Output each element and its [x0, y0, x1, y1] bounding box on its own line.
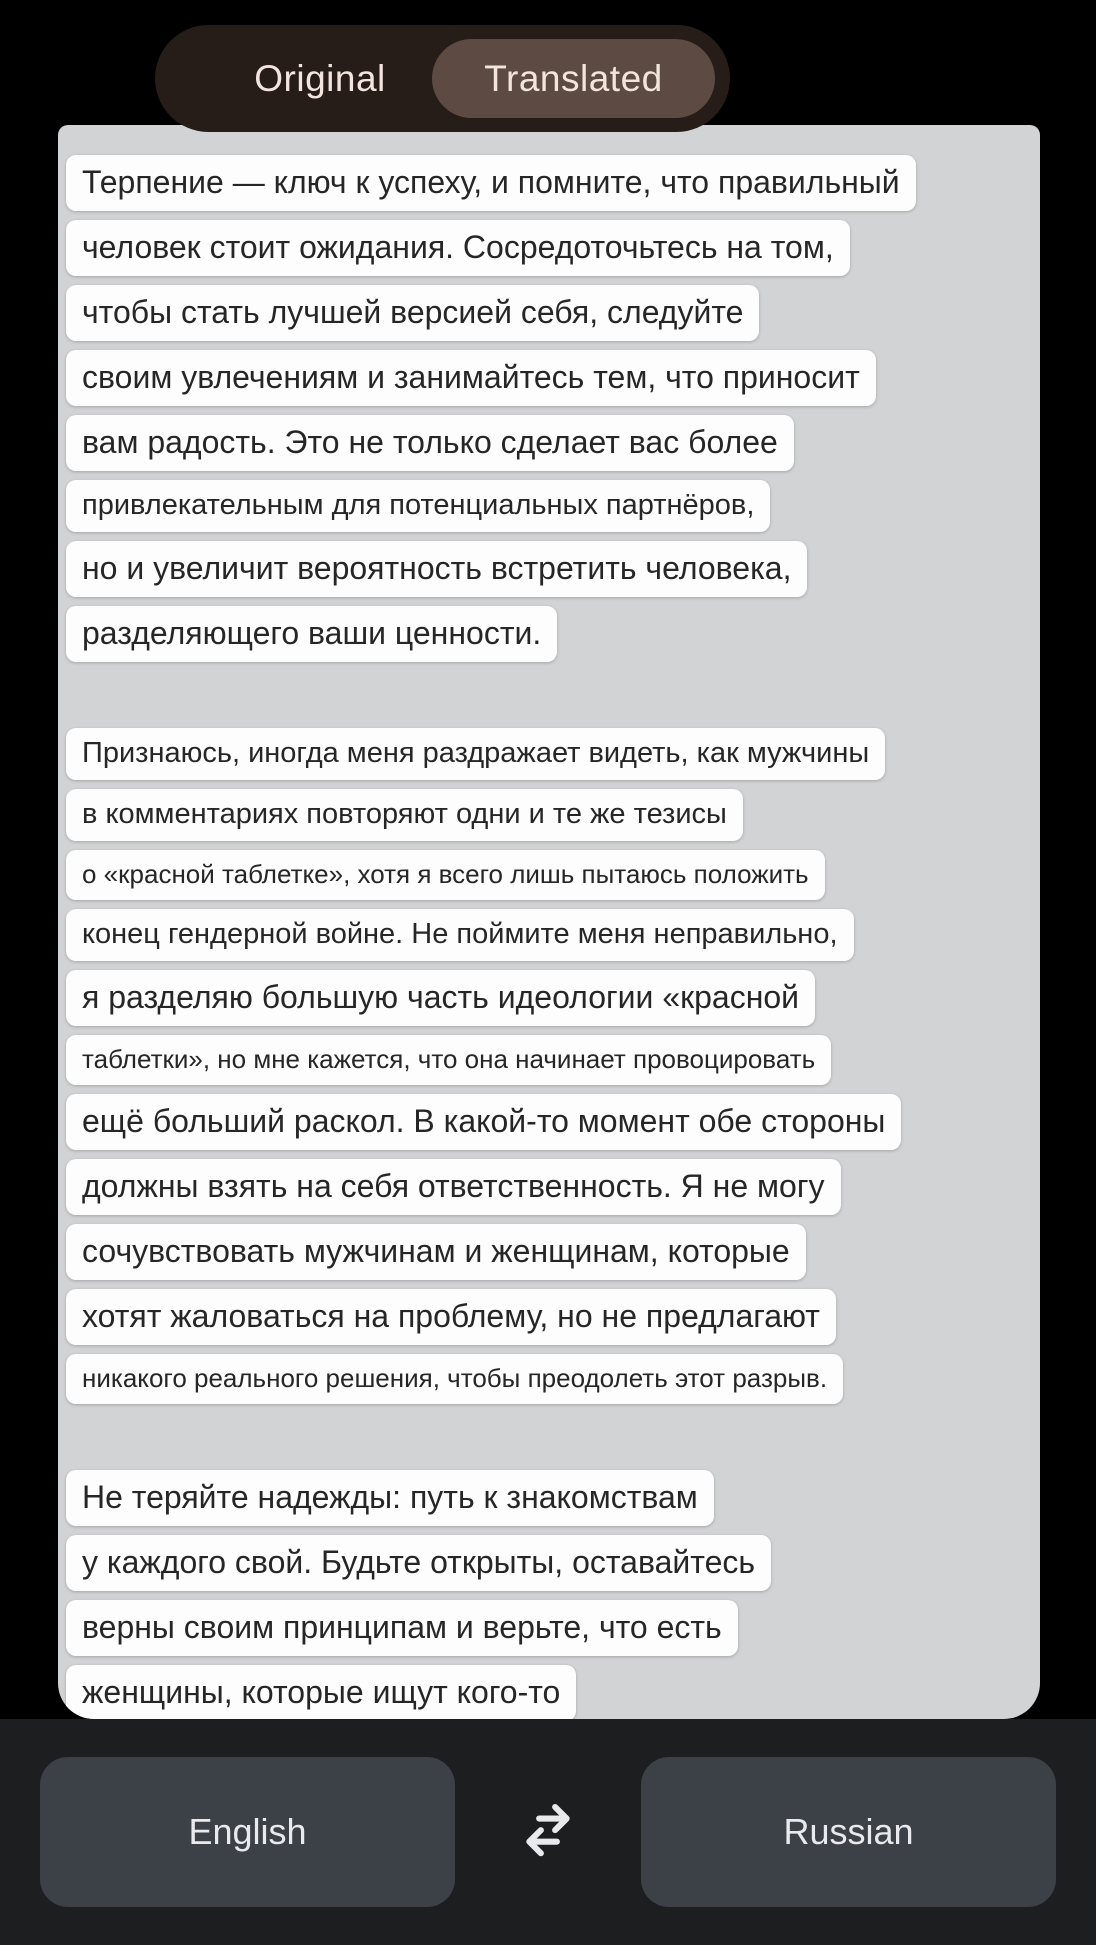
- line-row: [66, 1354, 1040, 1404]
- translated-text-line[interactable]: ещё больший раскол. В какой-то момент обе стороны: [66, 1094, 901, 1150]
- line-row: [66, 155, 1040, 211]
- translated-text-line[interactable]: верны своим принципам и верьте, что есть: [66, 1600, 738, 1656]
- translated-text-line[interactable]: привлекательным для потенциальных партнёров,: [66, 480, 770, 532]
- line-row: [66, 1224, 1040, 1280]
- line-row: [66, 480, 1040, 532]
- translated-text-line[interactable]: но и увеличит вероятность встретить человека,: [66, 541, 807, 597]
- translated-text-area: [58, 125, 1040, 1719]
- translated-text-line[interactable]: у каждого свой. Будьте открыты, оставайтесь: [66, 1535, 771, 1591]
- line-row: [66, 350, 1040, 406]
- line-row: [66, 606, 1040, 662]
- line-row: [66, 789, 1040, 841]
- line-row: [66, 1470, 1040, 1526]
- line-row: [66, 1665, 1040, 1719]
- translated-text-line[interactable]: конец гендерной войне. Не поймите меня неправильно,: [66, 909, 854, 961]
- translated-paragraphs: [58, 125, 1040, 1719]
- paragraph: [66, 1470, 1040, 1719]
- translated-text-line[interactable]: Признаюсь, иногда меня раздражает видеть, как мужчины: [66, 728, 885, 780]
- translated-text-line[interactable]: Терпение — ключ к успеху, и помните, что правильный: [66, 155, 916, 211]
- view-mode-toggle: [155, 25, 730, 132]
- translated-text-line[interactable]: человек стоит ожидания. Сосредоточьтесь на том,: [66, 220, 850, 276]
- translated-tab[interactable]: Translated: [432, 39, 715, 118]
- line-row: [66, 415, 1040, 471]
- translated-text-line[interactable]: должны взять на себя ответственность. Я не могу: [66, 1159, 841, 1215]
- line-row: [66, 1600, 1040, 1656]
- line-row: [66, 1289, 1040, 1345]
- target-language-button[interactable]: Russian: [641, 1757, 1056, 1907]
- swap-icon: [516, 1799, 580, 1866]
- language-bar: [0, 1719, 1096, 1945]
- translated-text-line[interactable]: чтобы стать лучшей версией себя, следуйте: [66, 285, 759, 341]
- swap-languages-button[interactable]: [503, 1787, 593, 1877]
- original-tab[interactable]: Original: [195, 39, 445, 118]
- source-language-button[interactable]: English: [40, 1757, 455, 1907]
- line-row: [66, 970, 1040, 1026]
- line-row: [66, 1035, 1040, 1085]
- line-row: [66, 850, 1040, 900]
- line-row: [66, 1535, 1040, 1591]
- translated-text-line[interactable]: таблетки», но мне кажется, что она начинает провоцировать: [66, 1035, 831, 1085]
- paragraph: [66, 728, 1040, 1404]
- line-row: [66, 728, 1040, 780]
- paragraph: [66, 155, 1040, 662]
- translated-text-line[interactable]: сочувствовать мужчинам и женщинам, которые: [66, 1224, 806, 1280]
- translated-text-line[interactable]: женщины, которые ищут кого-то: [66, 1665, 576, 1719]
- line-row: [66, 909, 1040, 961]
- translated-text-line[interactable]: никакого реального решения, чтобы преодолеть этот разрыв.: [66, 1354, 843, 1404]
- line-row: [66, 1159, 1040, 1215]
- translated-text-line[interactable]: Не теряйте надежды: путь к знакомствам: [66, 1470, 714, 1526]
- translated-text-line[interactable]: хотят жаловаться на проблему, но не предлагают: [66, 1289, 836, 1345]
- translated-text-line[interactable]: вам радость. Это не только сделает вас более: [66, 415, 794, 471]
- line-row: [66, 285, 1040, 341]
- translated-text-line[interactable]: своим увлечениям и занимайтесь тем, что приносит: [66, 350, 876, 406]
- translated-text-line[interactable]: я разделяю большую часть идеологии «красной: [66, 970, 815, 1026]
- translated-text-line[interactable]: разделяющего ваши ценности.: [66, 606, 557, 662]
- translated-text-line[interactable]: в комментариях повторяют одни и те же тезисы: [66, 789, 743, 841]
- line-row: [66, 1094, 1040, 1150]
- line-row: [66, 541, 1040, 597]
- line-row: [66, 220, 1040, 276]
- translated-text-line[interactable]: о «красной таблетке», хотя я всего лишь пытаюсь положить: [66, 850, 825, 900]
